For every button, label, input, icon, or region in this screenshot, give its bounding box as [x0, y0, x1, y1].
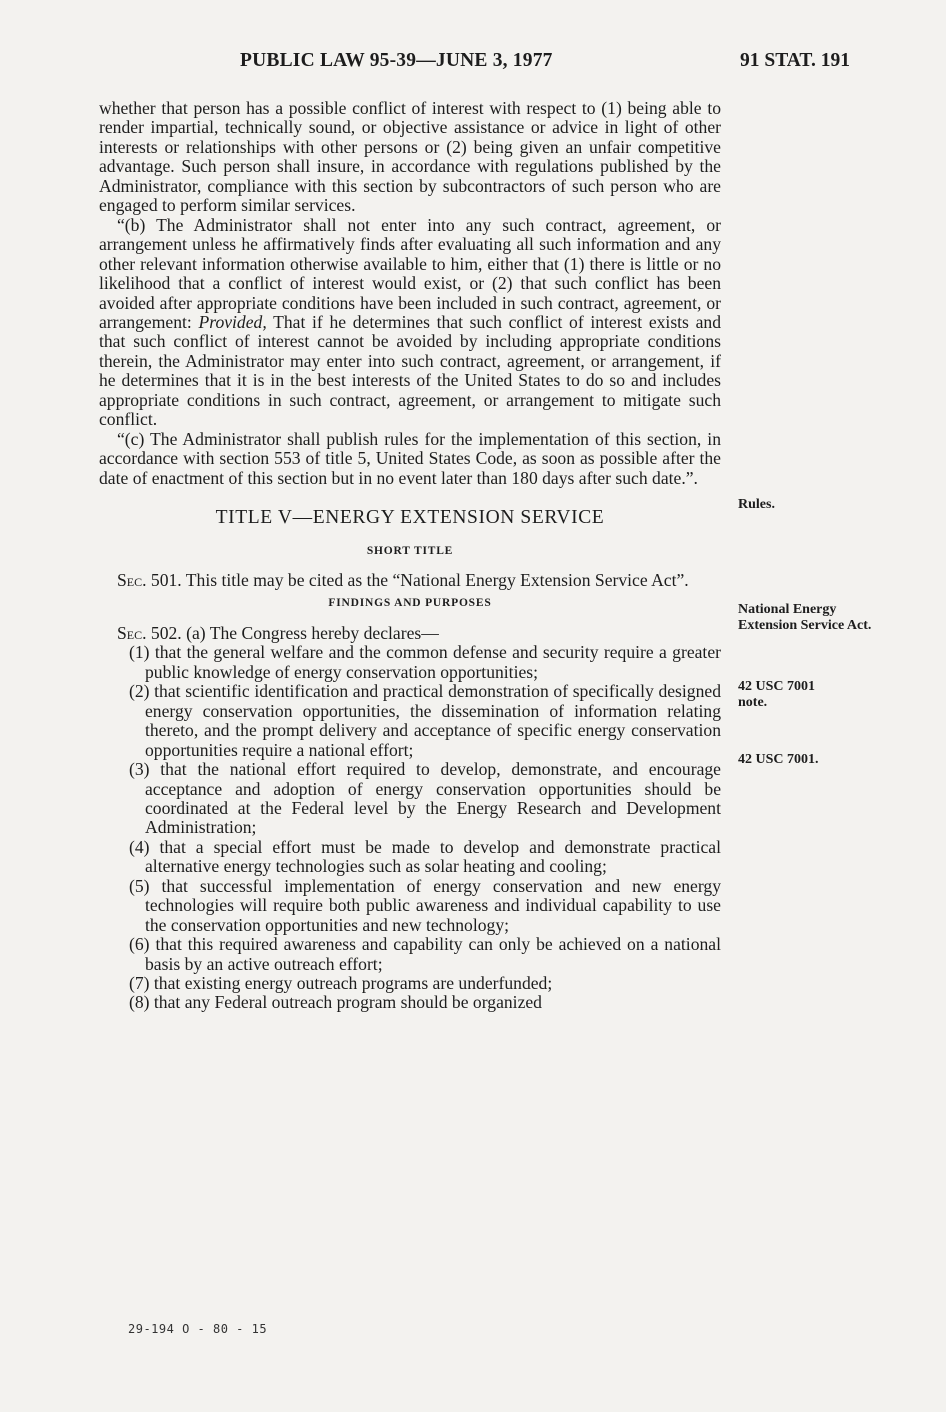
provided-italic: Provided, — [198, 311, 267, 332]
paragraph-continuation: whether that person has a possible conflict of interest with respect to (1) being able to render impartial, technically sound, or objective assistance or advice in light of other interests or relationships with other persons or (2) being given an unfair competitive advantage. Such person shall insure, in accordance with regulations published by the Administrator, compliance with this section by subcontractors of such person who are engaged to perform similar services. — [99, 98, 721, 216]
section-502-intro — [99, 624, 721, 643]
section-501 — [99, 571, 721, 590]
paragraph-c: “(c) The Administrator shall publish rules for the implementation of this section, in accordance with section 553 of title 5, United States Code, as soon as possible after the date of enactment of this section but in no event later than 180 days after such date.”. — [99, 428, 721, 488]
section-501-text: This title may be cited as the “National Energy Extension Service Act”. — [181, 569, 689, 590]
page-header-stat-ref: 91 STAT. 191 — [740, 50, 850, 71]
paragraph-b — [99, 216, 721, 430]
print-job-number: 29-194 O - 80 - 15 — [128, 1322, 268, 1336]
findings-heading: FINDINGS AND PURPOSES — [328, 597, 492, 610]
section-501-label: Sec. 501. — [117, 569, 182, 590]
finding-item: (3) that the national effort required to develop, demonstrate, and encourage acceptance and adoption of energy conservation opportunities should be coordinated at the Federal level by the Energy Research and Development Administration; — [129, 759, 721, 838]
finding-item: (2) that scientific identification and practical demonstration of specifically designed energy conservation opportunities, the dissemination of information relating thereto, and the prompt delivery and acceptance of specific energy conservation opportunities require a national effort; — [129, 681, 721, 760]
page-header-title: PUBLIC LAW 95-39—JUNE 3, 1977 — [240, 50, 553, 71]
body-text — [99, 99, 721, 1013]
finding-item: (5) that successful implementation of energy conservation and new energy technologies will require both public awareness and individual capability to use the conservation opportunities and new technology; — [129, 875, 721, 935]
section-502-intro-text: (a) The Congress hereby declares— — [181, 622, 439, 643]
margin-note-rules: Rules. — [738, 497, 775, 512]
margin-note-usc-note: 42 USC 7001 note. — [738, 679, 816, 710]
section-502-label: Sec. 502. — [117, 622, 182, 643]
margin-note-usc: 42 USC 7001. — [738, 752, 819, 767]
margin-note-act-name: National Energy Extension Service Act. — [738, 602, 872, 633]
paragraph-b-part2: That if he determines that such conflict of interest exists and that such conflict of interest cannot be avoided by including appropriate conditions therein, the Administrator may enter into such contract, agreement, or arrangement, if he determines that it is in the best interests of the United States to do so and includes appropriate conditions in such contract, agreement, or arrangement to mitigate such conflict. — [99, 311, 721, 430]
finding-item: (1) that the general welfare and the common defense and security require a greater public knowledge of energy conservation opportunities; — [129, 642, 721, 682]
finding-item: (7) that existing energy outreach programs are underfunded; — [129, 973, 553, 994]
finding-item: (6) that this required awareness and capability can only be achieved on a national basis by an active outreach effort; — [129, 934, 721, 974]
finding-item: (8) that any Federal outreach program should be organized — [129, 992, 542, 1013]
short-title-heading: SHORT TITLE — [366, 544, 454, 557]
paragraph-b-part1: “(b) The Administrator shall not enter into any such contract, agreement, or arrangement unless he affirmatively finds after evaluating all such information and any other relevant information otherwise available to him, either that (1) there is little or no likelihood that a conflict of interest would exist, or (2) that such conflict has been avoided after appropriate conditions have been included in such contract, agreement, or arrangement: — [99, 214, 721, 332]
title-v-heading: TITLE V—ENERGY EXTENSION SERVICE — [215, 507, 605, 529]
finding-item: (4) that a special effort must be made to develop and demonstrate practical alternative energy technologies such as solar heating and cooling; — [129, 836, 721, 877]
